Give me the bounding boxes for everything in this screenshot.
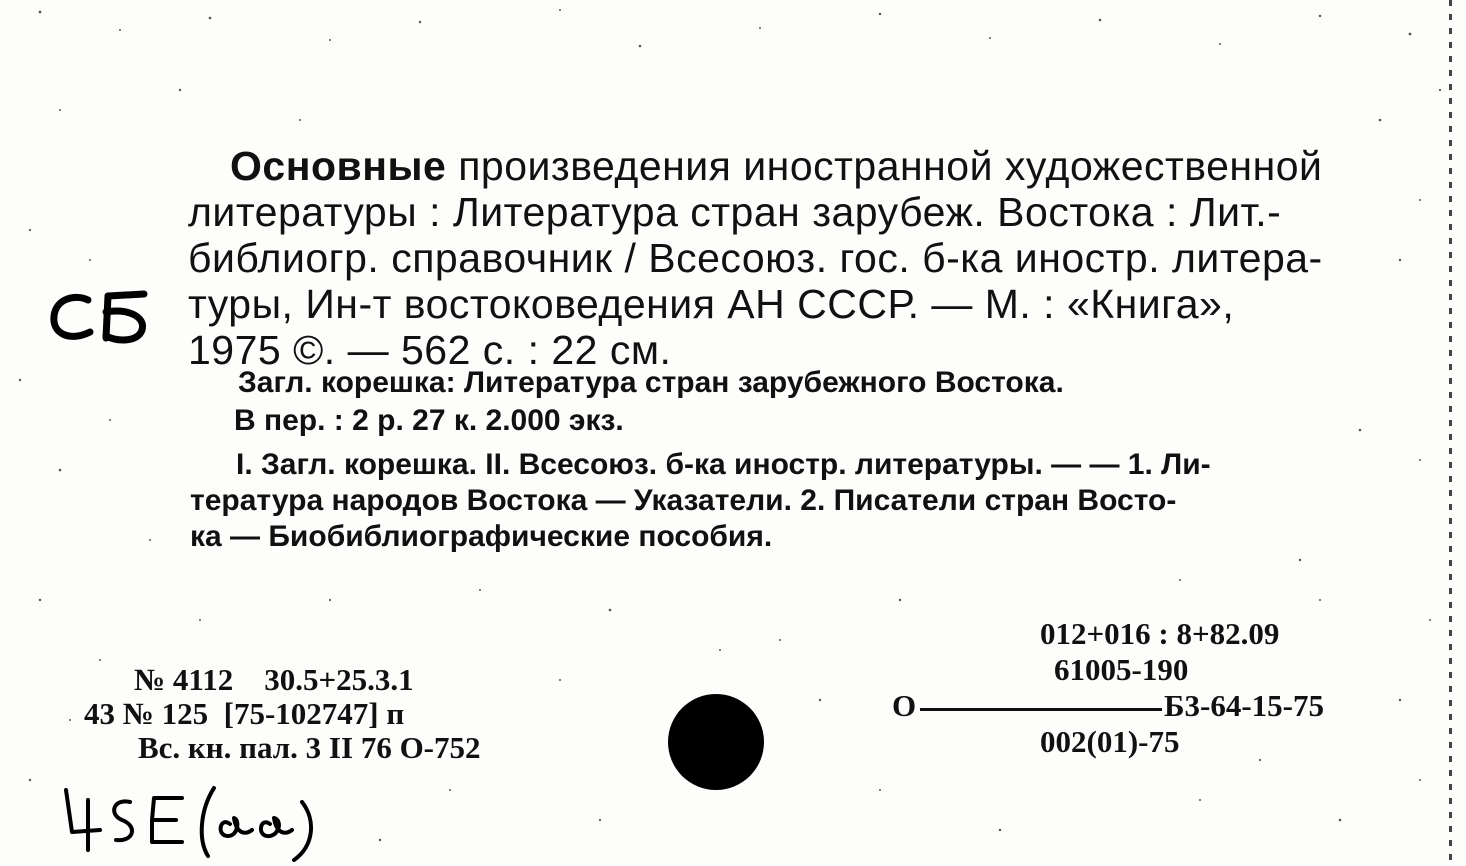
tracing-line: I. Загл. корешка. II. Всесоюз. б-ка иностр. литературы. — — 1. Ли- — [236, 448, 1211, 481]
left-code-line: 43 № 125 [75-102747] п — [84, 696, 405, 731]
price-code-prefix: О — [892, 688, 917, 723]
body-line: 1975 ©. — 562 с. : 22 см. — [188, 327, 672, 373]
left-code-line: № 4112 30.5+25.3.1 — [134, 662, 414, 697]
title-line — [230, 143, 1323, 189]
fraction-rule — [920, 708, 1162, 711]
left-code-line: Вс. кн. пал. 3 II 76 О-752 — [138, 730, 481, 765]
tracing-line: ка — Биобиблиографические пособия. — [190, 520, 773, 553]
body-line: библиогр. справочник / Всесоюз. гос. б-ка иностр. литера- — [188, 235, 1323, 281]
body-line: туры, Ин-т востоковедения АН СССР. — М. : «Книга», — [188, 281, 1235, 327]
price-code-suffix: Б3-64-15-75 — [1164, 688, 1324, 723]
title-rest: произведения иностранной художественной — [446, 143, 1323, 189]
note-line: В пер. : 2 р. 27 к. 2.000 экз. — [234, 404, 624, 437]
title-lead: Основные — [230, 143, 447, 189]
price-code-denominator: 002(01)-75 — [1040, 724, 1180, 759]
price-code-numerator: 61005-190 — [1054, 652, 1189, 687]
handwritten-margin-mark — [46, 288, 156, 352]
note-line: Загл. корешка: Литература стран зарубежного Востока. — [238, 366, 1064, 399]
classification-code: 012+016 : 8+82.09 — [1040, 616, 1280, 651]
handwritten-shelf-mark — [58, 780, 348, 862]
punch-hole — [668, 694, 764, 790]
tracing-line: тература народов Востока — Указатели. 2. Писатели стран Восто- — [190, 484, 1177, 517]
card-edge-line — [1449, 0, 1452, 866]
body-line: литературы : Литература стран зарубеж. Востока : Лит.- — [188, 189, 1282, 235]
